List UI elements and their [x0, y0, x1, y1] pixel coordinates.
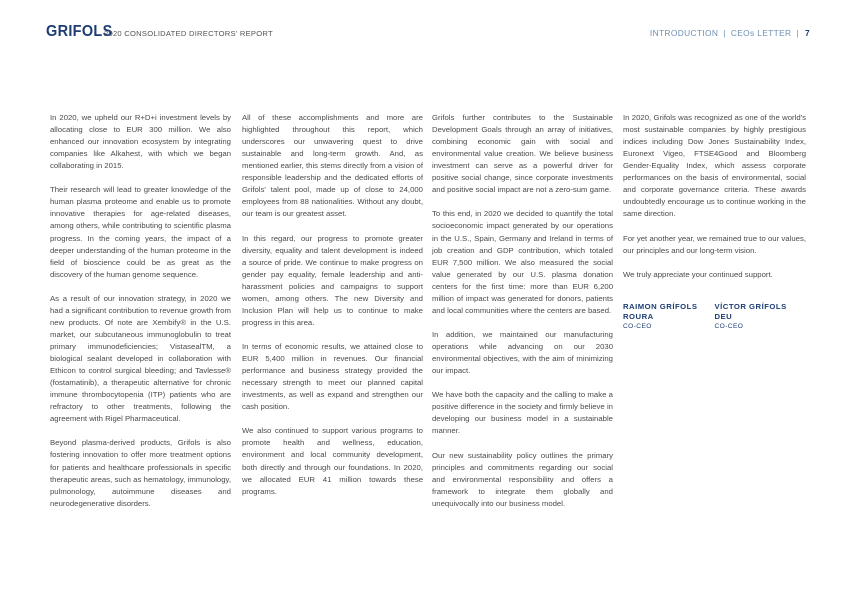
breadcrumb	[650, 28, 810, 38]
page-number: 7	[804, 28, 810, 38]
paragraph: All of these accomplishments and more are highlighted throughout this report, which underscores our unwavering quest to drive sustainable and long-term growth. And, as mentioned earlier, this stems directly from a vision of responsible leadership and the dedicated efforts of Grifols' talent pool, made up of close to 24,000 employees from 88 nationalities. Without any doubt, our team is our greatest asset.	[242, 113, 423, 219]
paragraph: In addition, we maintained our manufacturing operations while advancing on our 2030 environmental objectives, with the aim of minimizing our impact.	[432, 329, 613, 376]
paragraph: Their research will lead to greater knowledge of the human plasma proteome and enable us to promote innovative therapies for age-related diseases, among others, while contributing to scientific plasma progress. In the coming years, the impact of a deeper understanding of the human proteome in the field of bioscience could be as great as the discovery of the human genome sequence.	[50, 185, 231, 279]
text-column-4	[623, 112, 806, 293]
signatory-surname: ROURA	[623, 311, 654, 321]
paragraph: Our new sustainability policy outlines the primary principles and commitments regarding our social and environmental responsibility and offers a framework to integrate them globally and unequivocally into our business model.	[432, 450, 613, 508]
paragraph: We have both the capacity and the calling to make a positive difference in the society and firmly believe in developing our business model in a sustainable manner.	[432, 390, 613, 436]
signature-victor-grifols	[715, 302, 807, 331]
nav-section-introduction[interactable]: INTRODUCTION	[649, 28, 719, 38]
signatory-role: CO-CEO	[714, 323, 744, 331]
text-column-2	[242, 112, 423, 510]
paragraph: For yet another year, we remained true to our values, our principles and our long-term vision.	[623, 233, 806, 255]
signature-block	[623, 302, 806, 331]
signatory-name: RAIMON GRÍFOLS	[623, 302, 698, 311]
paragraph: Beyond plasma-derived products, Grifols is also fostering innovation to offer more treatment options for patients and healthcare professionals in specific therapeutic areas, such as hematology, immunology, pulmonology, autoimmune diseases and neurodegenerative disorders.	[50, 438, 231, 508]
page-header	[0, 0, 850, 60]
paragraph: We truly appreciate your continued support.	[623, 269, 773, 279]
signatory-surname: DEU	[714, 311, 733, 321]
text-column-3	[432, 112, 613, 522]
paragraph: We also continued to support various programs to promote health and wellness, education, environment and local community development, both directly and through our foundations. In 2020, we allocated EUR 41 million towards these programs.	[242, 426, 423, 496]
nav-subsection-ceos-letter[interactable]: CEOs LETTER	[730, 28, 792, 38]
paragraph: In 2020, Grifols was recognized as one of the world's most sustainable companies by highly prestigious indices including Dow Jones Sustainability Index, Euronext Vigeo, FTSE4Good and Bloomberg Gender-Equality Index, which assess corporate performances on the basis of environmental, social and corporate governance criteria. These awards undoubtedly encourage us to continue working in the same direction.	[623, 113, 806, 219]
paragraph: To this end, in 2020 we decided to quantify the total socioeconomic impact generated by our operations in the U.S., Spain, Germany and Ireland in terms of job creation and GDP contribution, which totaled EUR 7,500 million. We also measured the social value generated by our U.S. plasma donation centers for the first time: more than EUR 6,200 million of impact was generated for donors, patients and local communities where the centers are based.	[432, 209, 613, 315]
paragraph: As a result of our innovation strategy, in 2020 we had a significant contribution to revenue growth from new products. Of note are Xembify® in the U.S. market, our subcutaneous immunoglobulin to treat primary immunodeficiencies; VistasealTM, a biological sealant developed in collaboration with Ethicon to control surgical bleeding; and Tavlesse® (fostamatinib), a therapeutic alternative for chronic immune thrombocytopenia (ITP) patients who are refractory to other treatments, following the agreement with Rigel Pharmaceutical.	[50, 293, 231, 424]
grifols-logo[interactable]: GRIFOLS	[46, 23, 113, 41]
paragraph: In this regard, our progress to promote greater diversity, equality and talent development is indeed a source of pride. We continue to make progress on gender pay equality, female leadership and anti-harassment policies and campaigns to support women, among others. The new Diversity and Inclusion Plan will help us to continue to make progress in this area.	[242, 233, 423, 327]
paragraph: In 2020, we upheld our R+D+i investment levels by allocating close to EUR 300 million. We also enhanced our innovation ecosystem by integrating companies like Alkahest, with which we began collaborating in 2015.	[50, 113, 231, 171]
paragraph: Grifols further contributes to the Sustainable Development Goals through an array of initiatives, combining economic gain with social and environmental value creation. We believe business investment can serve as a powerful driver for positive social change, since corporate investments and positive social impact are not a zero-sum game.	[432, 113, 613, 195]
nav-separator: |	[796, 28, 799, 38]
signatory-role: CO-CEO	[623, 323, 652, 331]
text-column-1	[50, 112, 231, 522]
paragraph: In terms of economic results, we attained close to EUR 5,400 million in revenues. Our financial performance and business strategy provided the necessary strength to meet our planned capital investments, as well as expand and strengthen our cash position.	[242, 341, 423, 412]
nav-separator: |	[723, 28, 726, 38]
signature-raimon-grifols	[623, 302, 715, 331]
report-title: 2020 CONSOLIDATED DIRECTORS' REPORT	[104, 29, 273, 38]
signatory-name: VÍCTOR GRÍFOLS	[714, 302, 787, 311]
